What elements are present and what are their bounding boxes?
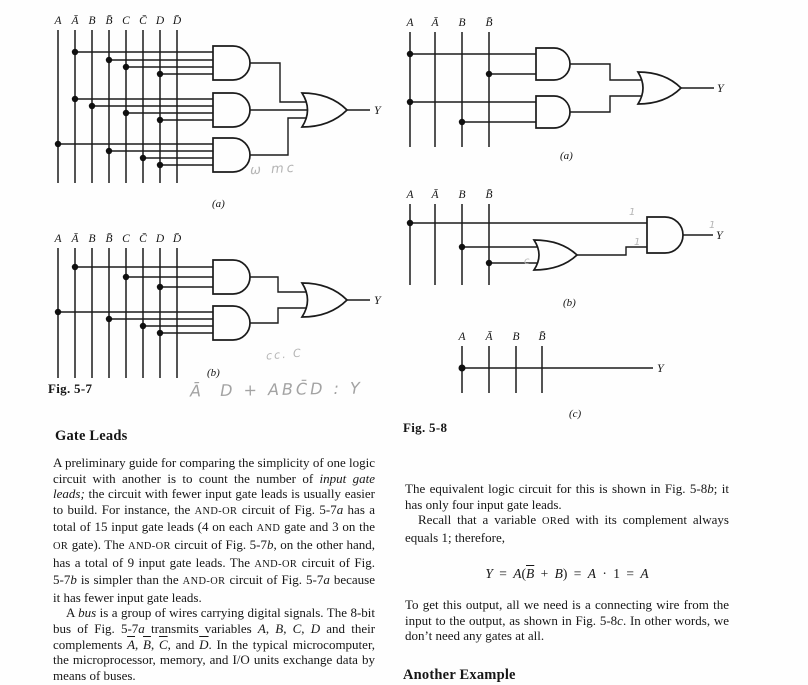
input-wires (58, 52, 218, 165)
and-gate (213, 93, 250, 127)
bus-label: B̄ (105, 15, 113, 27)
bus-label: B (458, 189, 466, 201)
bus-label: Ā (485, 331, 493, 343)
junction-dots (407, 220, 492, 266)
output-label: Y (374, 103, 381, 117)
bus-labels (53, 232, 181, 245)
bus-label: Ā (431, 17, 439, 29)
junction-dots (407, 51, 492, 125)
or-gate (302, 93, 347, 127)
subfigure-caption: (b) (563, 297, 576, 309)
and-gate (213, 306, 250, 340)
bus-label: B̄ (485, 189, 493, 201)
paragraph: Recall that a variable ORed with its complement always equals 1; therefore, (405, 512, 729, 545)
bus-label: Ā (71, 15, 79, 27)
subfigure-caption: (c) (569, 408, 582, 420)
output-label: Y (657, 361, 664, 375)
bus-lines (462, 346, 542, 393)
bus-labels (405, 16, 492, 29)
paragraph: A bus is a group of wires carrying digital signals. The 8-bit bus of Fig. 5-7a transmits variables A, B, C, D and their complements $\overline{A}$, $\overline{B}$, $\overline{C}$, and $\overline{D}$. In the typical microcomputer, the microprocessor, memory, and I/O units exchange data by means of buses. (53, 605, 376, 683)
section-heading-another-example: Another Example (403, 667, 516, 683)
bus-labels (53, 14, 181, 27)
subfigure-caption: (a) (560, 150, 573, 162)
pencil-mark: 1 (709, 220, 716, 231)
paragraph: A preliminary guide for comparing the simplicity of one logic circuit with another is to count the number of input gate leads; the circuit with fewer input gate leads is usually easier to build. For instance, the AND-OR circuit of Fig. 5-7a has a total of 15 input gate leads (4 on each AND gate and 3 on the OR gate). The AND-OR circuit of Fig. 5-7b, on the other hand, has a total of 9 input gate leads. The AND-OR circuit of Fig. 5-7b is simpler than the AND-OR circuit of Fig. 5-7a because it has fewer input gate leads. (53, 455, 376, 605)
right-column-text (405, 481, 729, 545)
bus-label: D (155, 233, 165, 245)
or-gate (638, 72, 681, 104)
output-label: Y (374, 293, 381, 307)
bus-label: D̄ (172, 233, 182, 245)
bus-label: C (122, 15, 130, 27)
left-column-text (53, 455, 375, 683)
and-gate (213, 260, 250, 294)
bus-label: B̄ (485, 17, 493, 29)
fig-5-7b-circuit-diagram (30, 228, 395, 386)
pencil-mark: 1 (634, 237, 641, 248)
bus-label: Ā (431, 189, 439, 201)
right-column-text-2 (405, 597, 729, 644)
bus-label: A (54, 15, 62, 27)
bus-label: B (512, 331, 520, 343)
pencil-mark: 1 (629, 207, 636, 218)
fig-5-8-caption: Fig. 5-8 (403, 420, 448, 435)
bus-label: Ā (71, 233, 79, 245)
fig-5-8b-circuit-diagram (398, 185, 728, 313)
junction-dot (459, 365, 466, 372)
pencil-mark: c (524, 256, 530, 267)
output-label: Y (716, 228, 723, 242)
section-heading-gate-leads: Gate Leads (55, 428, 128, 444)
fig-5-8a-circuit-diagram (398, 12, 728, 164)
paragraph: The equivalent logic circuit for this is shown in Fig. 5-8b; it has only four input gate leads. (405, 481, 729, 512)
input-wires (410, 54, 540, 122)
gate-output-wires (577, 235, 713, 255)
fig-5-7a-circuit-diagram (30, 8, 395, 213)
subfigure-caption: (b) (207, 367, 220, 379)
bus-label: A (54, 233, 62, 245)
bus-label: D̄ (172, 15, 182, 27)
bus-label: B (88, 15, 96, 27)
or-gate (302, 283, 347, 317)
bus-label: B̄ (538, 331, 546, 343)
gate-output-wires (570, 64, 714, 112)
fig-5-8c-circuit-diagram (420, 325, 720, 423)
bus-lines (410, 32, 489, 147)
input-wires (58, 267, 218, 333)
and-gate (536, 48, 570, 80)
output-label: Y (717, 81, 724, 95)
pencil-scribble: ω mc (249, 160, 298, 179)
or-gate (534, 240, 577, 270)
subfigure-caption: (a) (212, 198, 225, 210)
and-gate (213, 46, 250, 80)
bus-label: B̄ (105, 233, 113, 245)
pencil-equation: Ā D + ABC̄D : Y (189, 378, 363, 401)
bus-label: A (406, 189, 414, 201)
pencil-scribble: cc. C (265, 346, 304, 363)
bus-label: B (458, 17, 466, 29)
bus-label: B (88, 233, 96, 245)
bus-label: A (458, 331, 466, 343)
bus-label: D (155, 15, 165, 27)
and-gate (213, 138, 250, 172)
boolean-equation: $Y = A(\overline{B} + B) = A \cdot 1 = A$ (485, 566, 649, 581)
bus-labels (405, 188, 492, 201)
bus-label: A (406, 17, 414, 29)
bus-lines (410, 204, 489, 285)
bus-label: C (122, 233, 130, 245)
bus-labels (457, 330, 545, 343)
fig-5-7-caption: Fig. 5-7 (48, 381, 93, 396)
bus-label: C̄ (139, 233, 147, 245)
paragraph: To get this output, all we need is a connecting wire from the input to the output, as shown in Fig. 5-8c. In other words, we don’t need any gates at all. (405, 597, 729, 644)
and-gate (536, 96, 570, 128)
input-wires (410, 223, 651, 263)
bus-label: C̄ (139, 15, 147, 27)
and-gate (647, 217, 683, 253)
